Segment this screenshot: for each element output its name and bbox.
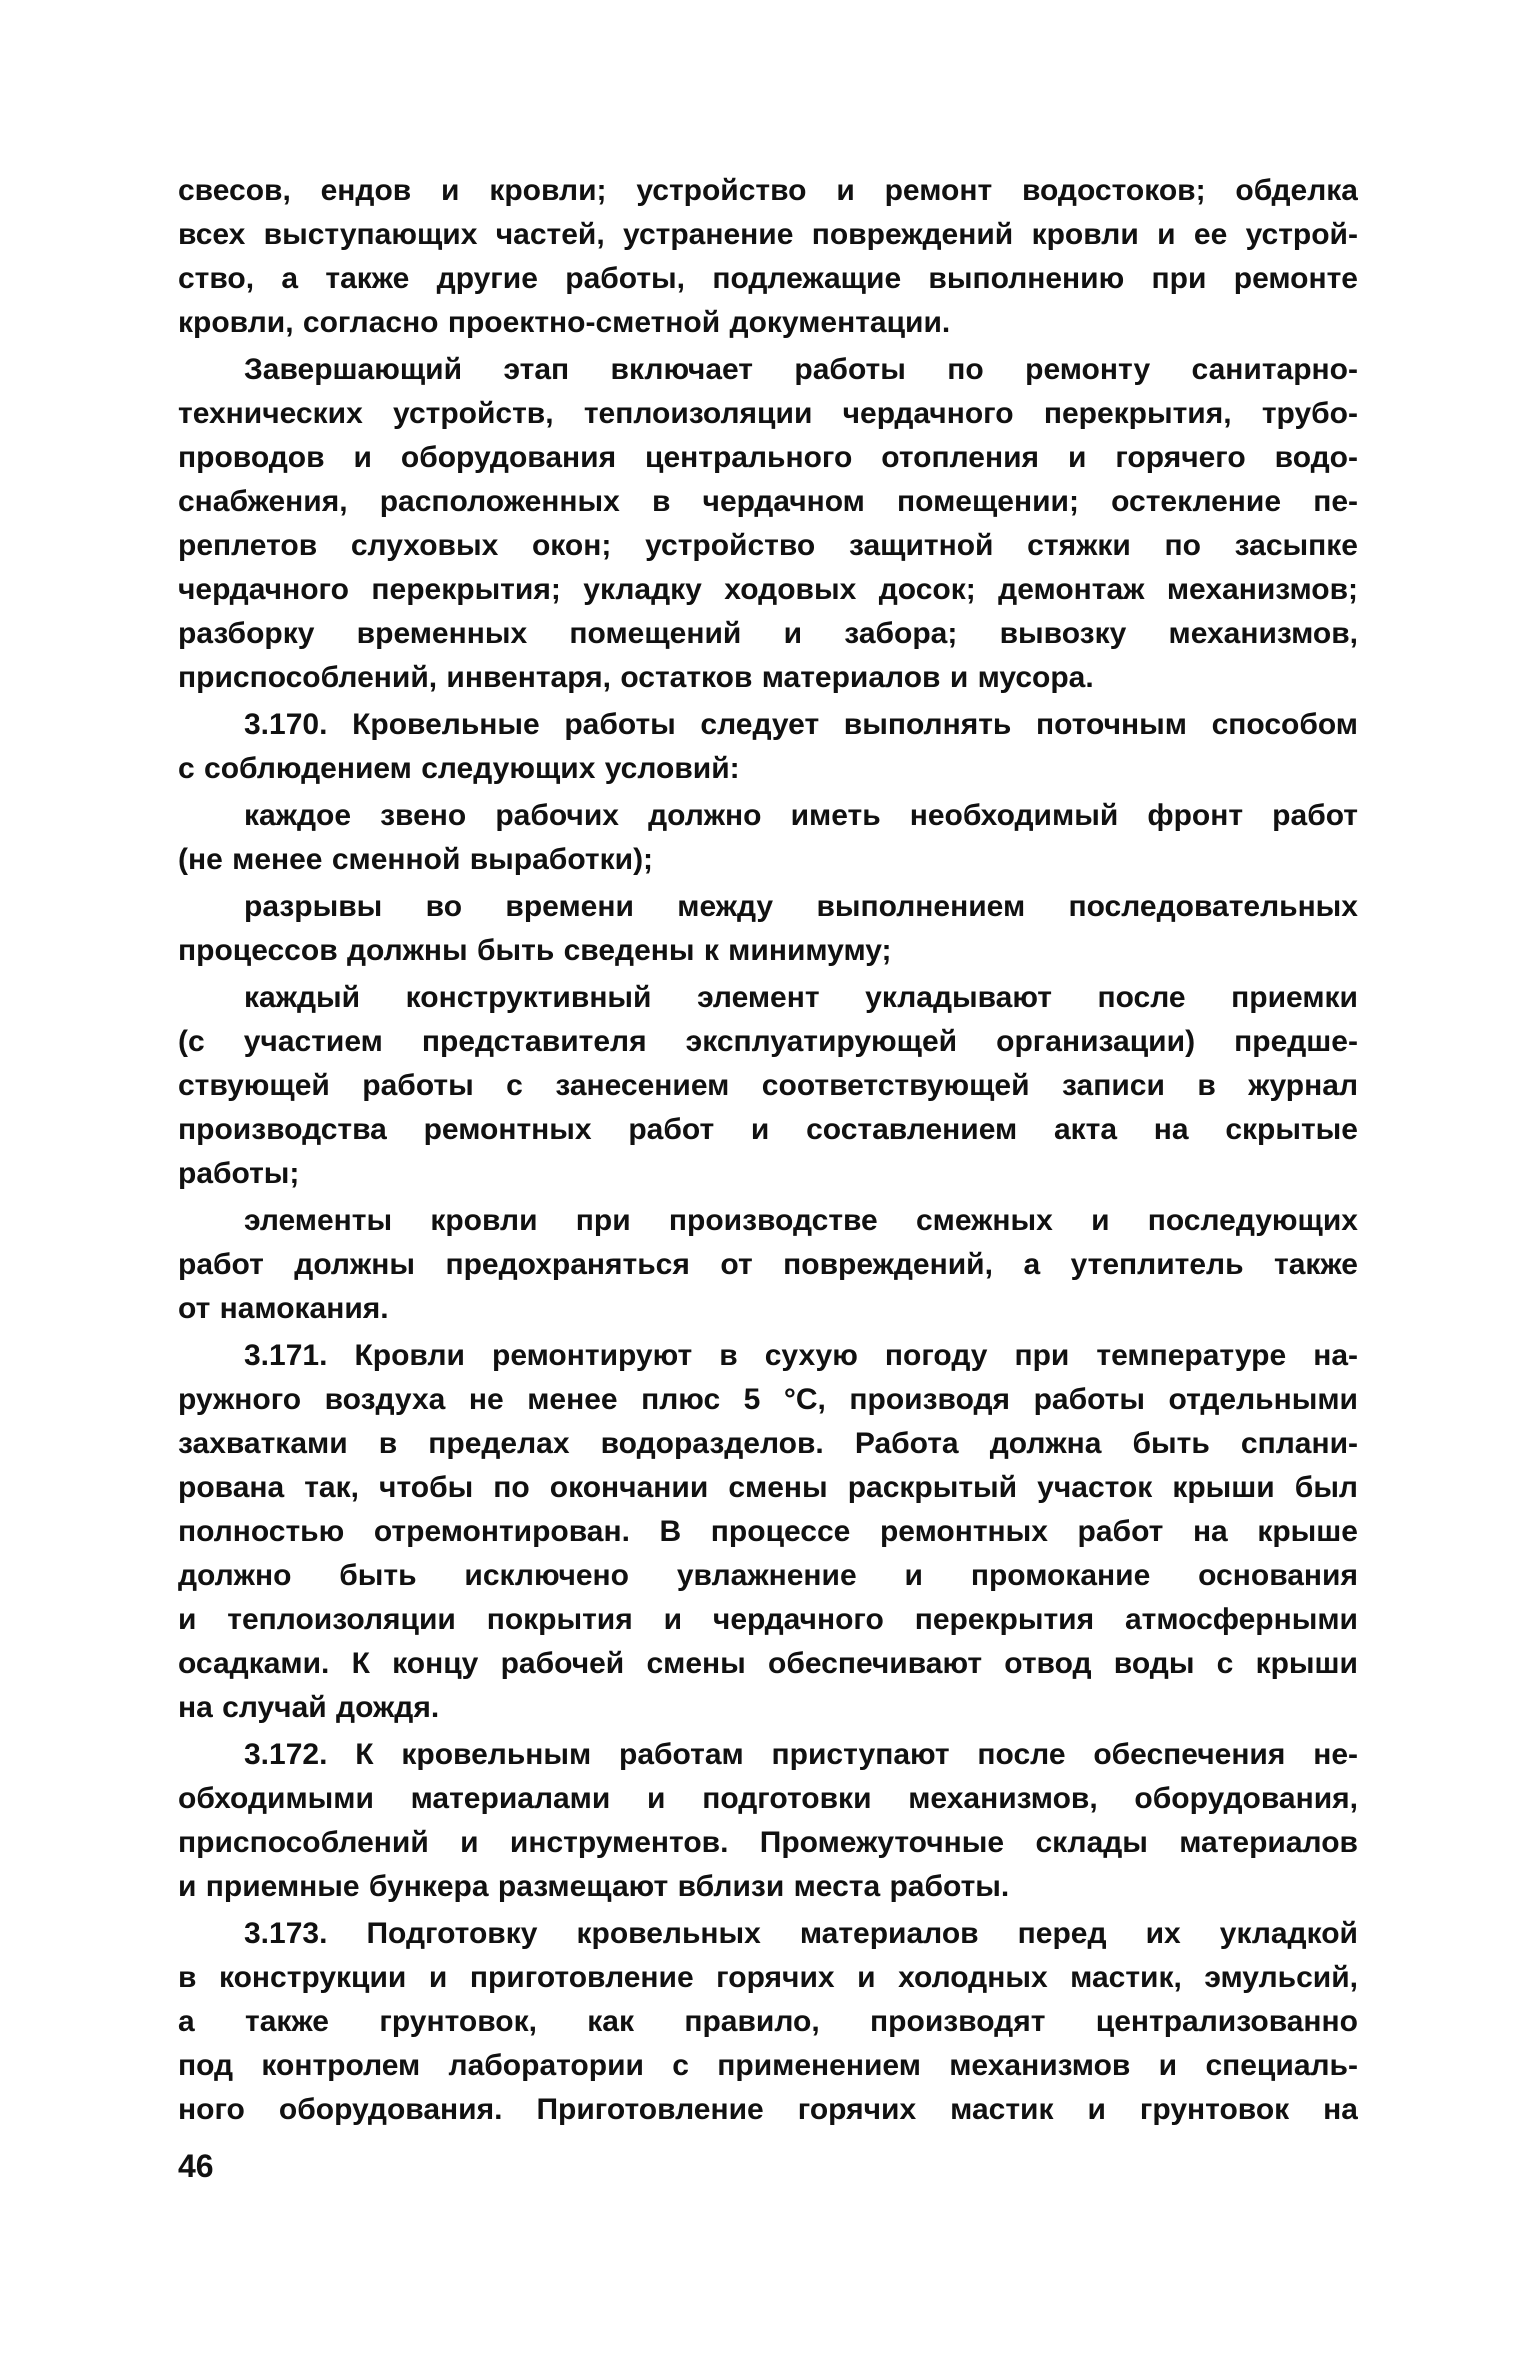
text-line: в конструкции и приготовление горячих и холодных мастик, эмульсий, <box>178 1961 1358 1994</box>
text-line: элементы кровли при производстве смежных и последующих <box>244 1204 1358 1237</box>
text-line: снабжения, расположенных в чердачном помещении; остекление пе- <box>178 485 1358 518</box>
text-line: Завершающий этап включает работы по ремонту санитарно- <box>244 353 1358 386</box>
text-line: технических устройств, теплоизоляции чердачного перекрытия, трубо- <box>178 397 1358 430</box>
text-line: (не менее сменной выработки); <box>178 843 654 876</box>
text-line: 3.173. Подготовку кровельных материалов перед их укладкой <box>244 1917 1358 1950</box>
text-line: и теплоизоляции покрытия и чердачного перекрытия атмосферными <box>178 1603 1358 1636</box>
text-line: ствующей работы с занесением соответствующей записи в журнал <box>178 1069 1358 1102</box>
paragraph <box>178 794 1358 882</box>
page-number: 46 <box>178 2148 214 2184</box>
text-line: работы; <box>178 1157 300 1190</box>
paragraph <box>178 1912 1358 2132</box>
text-line: захватками в пределах водоразделов. Работа должна быть сплани- <box>178 1427 1358 1460</box>
text-line: работ должны предохраняться от повреждений, а утеплитель также <box>178 1248 1358 1281</box>
text-line: реплетов слуховых окон; устройство защитной стяжки по засыпке <box>178 529 1358 562</box>
text-line: свесов, ендов и кровли; устройство и ремонт водостоков; обделка <box>178 174 1358 207</box>
paragraph <box>178 169 1358 345</box>
text-line: 3.170. Кровельные работы следует выполнять поточным способом <box>244 708 1358 741</box>
text-line: каждое звено рабочих должно иметь необходимый фронт работ <box>244 799 1358 832</box>
text-line: 3.171. Кровли ремонтируют в сухую погоду при температуре на- <box>244 1339 1358 1372</box>
paragraph <box>178 703 1358 791</box>
text-line: должно быть исключено увлажнение и промокание основания <box>178 1559 1358 1592</box>
text-line: полностью отремонтирован. В процессе ремонтных работ на крыше <box>178 1515 1358 1548</box>
paragraph <box>178 976 1358 1196</box>
text-line: приспособлений, инвентаря, остатков материалов и мусора. <box>178 661 1094 694</box>
text-line: производства ремонтных работ и составлением акта на скрытые <box>178 1113 1358 1146</box>
text-line: разрывы во времени между выполнением последовательных <box>244 890 1358 923</box>
text-line: чердачного перекрытия; укладку ходовых досок; демонтаж механизмов; <box>178 573 1358 606</box>
paragraph <box>178 885 1358 973</box>
text-line: ство, а также другие работы, подлежащие выполнению при ремонте <box>178 262 1358 295</box>
paragraph <box>178 1199 1358 1331</box>
text-line: приспособлений и инструментов. Промежуточные склады материалов <box>178 1826 1358 1859</box>
text-line: ного оборудования. Приготовление горячих мастик и грунтовок на <box>178 2093 1358 2126</box>
paragraph <box>178 348 1358 700</box>
text-line: проводов и оборудования центрального отопления и горячего водо- <box>178 441 1358 474</box>
text-line: разборку временных помещений и забора; вывозку механизмов, <box>178 617 1358 650</box>
text-line: а также грунтовок, как правило, производят централизованно <box>178 2005 1358 2038</box>
text-line: всех выступающих частей, устранение повреждений кровли и ее устрой- <box>178 218 1358 251</box>
text-line: обходимыми материалами и подготовки механизмов, оборудования, <box>178 1782 1358 1815</box>
text-line: ружного воздуха не менее плюс 5 °С, производя работы отдельными <box>178 1383 1358 1416</box>
text-line: и приемные бункера размещают вблизи места работы. <box>178 1870 1010 1903</box>
text-line: каждый конструктивный элемент укладывают после приемки <box>244 981 1358 1014</box>
paragraph <box>178 1733 1358 1909</box>
text-line: с соблюдением следующих условий: <box>178 752 740 785</box>
text-line: от намокания. <box>178 1292 389 1325</box>
text-line: процессов должны быть сведены к минимуму; <box>178 934 892 967</box>
text-line: (с участием представителя эксплуатирующей организации) предше- <box>178 1025 1358 1058</box>
document-body <box>178 166 1358 2132</box>
text-line: на случай дождя. <box>178 1691 440 1724</box>
text-line: рована так, чтобы по окончании смены раскрытый участок крыши был <box>178 1471 1358 1504</box>
text-line: кровли, согласно проектно-сметной документации. <box>178 306 951 339</box>
text-line: 3.172. К кровельным работам приступают после обеспечения не- <box>244 1738 1358 1771</box>
paragraph <box>178 1334 1358 1730</box>
text-line: под контролем лаборатории с применением механизмов и специаль- <box>178 2049 1358 2082</box>
text-line: осадками. К концу рабочей смены обеспечивают отвод воды с крыши <box>178 1647 1358 1680</box>
